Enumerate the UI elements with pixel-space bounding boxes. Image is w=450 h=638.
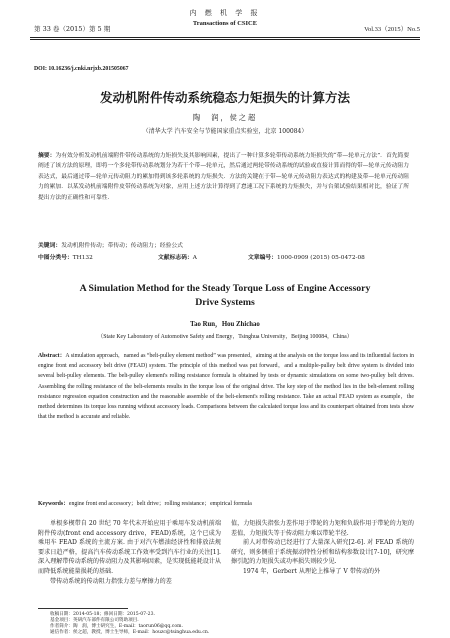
header-volume: 第 33 卷（2015）第 5 期	[34, 25, 111, 33]
article-no-value: 1000-0909 (2015) 05-0472-08	[277, 255, 365, 261]
abstract-en-label: Abstract：	[38, 353, 66, 359]
classification-row	[38, 252, 414, 261]
keywords-cn-text: 发动机附件传动；带传动；传动阻力；经验公式	[61, 243, 183, 249]
header-volume-en: Vol.33（2015）No.5	[364, 26, 420, 33]
body-paragraph: 单根多楔带自 20 世纪 70 年代末开始应用于乘用车发动机前端附件传动(front end accessory drive，FEAD)系统，这个已成为乘用车 FEAD 系统的主流方案. 由于对汽车燃油经济性和排放法规要求日趋严格，提高汽车传动系统工作效率受到汽车行业的关注[1]. 深入理解带传动系统的传动阻力及其影响因素，是实现低能耗设计从而降低系统能量损耗的基础.	[38, 520, 221, 575]
footnote-rule	[38, 608, 128, 609]
abstract-en-text: A simulation approach，named as “belt-pulley element method” was presented，aiming at the analysis on the torque loss and its influential factors in engine front end accessory belt drive (FEAD) system. The principle of this method was put forward，and a multiple-pulley belt drive system is divided into several belt-pulley elements. The belt-pulley element's rolling resistance formula is obtained by tests or dynamic simulations on some two-pulley belt drives. Assembling the rolling resistance of the belt-elements results in the torque loss of the original drive. The key step of the method lies in the belt-element rolling resistance regression equation construction and the reasonable assemble of the belt-element's rolling resistance. Take an actual FEAD system as example，the method determines its torque loss running without accessory loads. Comparisons between the calculated torque loss and its counterpart obtained from tests show that the method is accurate and reliable.	[38, 353, 414, 421]
keywords-cn	[38, 240, 414, 249]
affiliation-cn: （清华大学 汽车安全与节能国家重点实验室，北京 100084）	[142, 128, 308, 135]
abstract-cn-label: 摘要：	[38, 153, 56, 159]
keywords-en-text: engine front end accessory；belt drive；rolling resistance；empirical formula	[68, 501, 252, 507]
paper-title-en-text: A Simulation Method for the Steady Torque Loss of Engine Accessory Drive Systems	[79, 283, 371, 308]
abstract-cn	[38, 151, 414, 203]
doc-code-label: 文献标志码：	[158, 255, 193, 261]
keywords-en-label: Keywords：	[38, 501, 69, 507]
affiliation-en: （State Key Laboratory of Automotive Safety and Energy，Tsinghua University，Beijing 100084，China）	[97, 334, 353, 340]
header-rule-bottom	[30, 39, 420, 40]
abstract-cn-text: 为有效分析发动机前端附件带传动系统的力矩损失及其影响因素，提出了一种计算多轮带传动系统力矩损失的“带—轮单元方法”．首先简要阐述了该方法的原理，即将一个多轮带传动系统划分为若干个带—轮单元，然后通过两轮带传动系统的试验或直接计算而得的带—轮单元传动阻力表达式，最后通过带—轮单元传动阻力的累加得到该多轮系统的力矩损失．方法的关键在于带—轮单元传动阻力表达式的构建及带—轮单元传动阻力的累加．以某发动机前端附件皮带传动系统为对象，应用上述方法计算得到了怠速工况下系统的力矩损失，并与台架试验结果相对比，验证了所提出方法的正确性和可靠性．	[38, 153, 410, 201]
footnote-corresponding: 通信作者：侯之超，教授，博士生导师，E-mail：houzc@tsinghua.edu.cn.	[50, 630, 210, 635]
footnote-funding: 基金项目：英研汽车部件有限公司资助项目.	[50, 618, 139, 623]
clc-label: 中图分类号：	[38, 255, 73, 261]
footnote-received: 收稿日期：2014-05-18；修回日期：2015-07-23.	[50, 612, 155, 617]
header-rule-top	[30, 37, 420, 38]
keywords-cn-label: 关键词：	[38, 243, 62, 249]
authors-en: Tao Run，Hou Zhichao	[190, 321, 260, 328]
journal-title-en: Transactions of CSICE	[192, 20, 258, 27]
article-no-label: 文章编号：	[248, 255, 277, 261]
body-column-right	[231, 519, 414, 577]
doi: DOI: 10.16236/j.cnki.nrjxb.201505067	[34, 66, 129, 72]
body-paragraph: 值，力矩损失指张力差作用于带轮的力矩和负载作用于带轮的力矩的差值，力矩损失等于传动阻力乘以带轮半径.	[231, 520, 414, 537]
doc-code-value: A	[192, 255, 197, 261]
journal-title-cn: 内 燃 机 学 报	[189, 9, 261, 17]
body-paragraph: 1974 年，Gerbert 从理论上推导了 V 带传动的外	[243, 567, 381, 575]
footnotes	[50, 612, 410, 636]
body-column-left	[38, 519, 221, 586]
footnote-author: 作者简介：陶 润，博士研究生，E-mail：taorun06@qq.com.	[50, 624, 183, 629]
abstract-en	[38, 351, 414, 422]
keywords-en	[38, 498, 414, 507]
paper-title-en	[0, 282, 450, 310]
clc-value: TH132	[72, 255, 93, 261]
paper-title-cn: 发动机附件传动系统稳态力矩损失的计算方法	[99, 90, 350, 105]
body-paragraph: 带传动系统的传动阻力指张力差与摩擦力的差	[50, 577, 172, 585]
authors-cn: 陶 润，侯之超	[192, 113, 258, 122]
body-paragraph: 前人对带传动已经进行了大量深入研究[2-6]. 对 FEAD 系统的研究，则多侧重于系统振动特性分析和结构参数设计[7-10]，研究摩擦引起的力矩损失或功率损失则较少见.	[231, 539, 414, 566]
